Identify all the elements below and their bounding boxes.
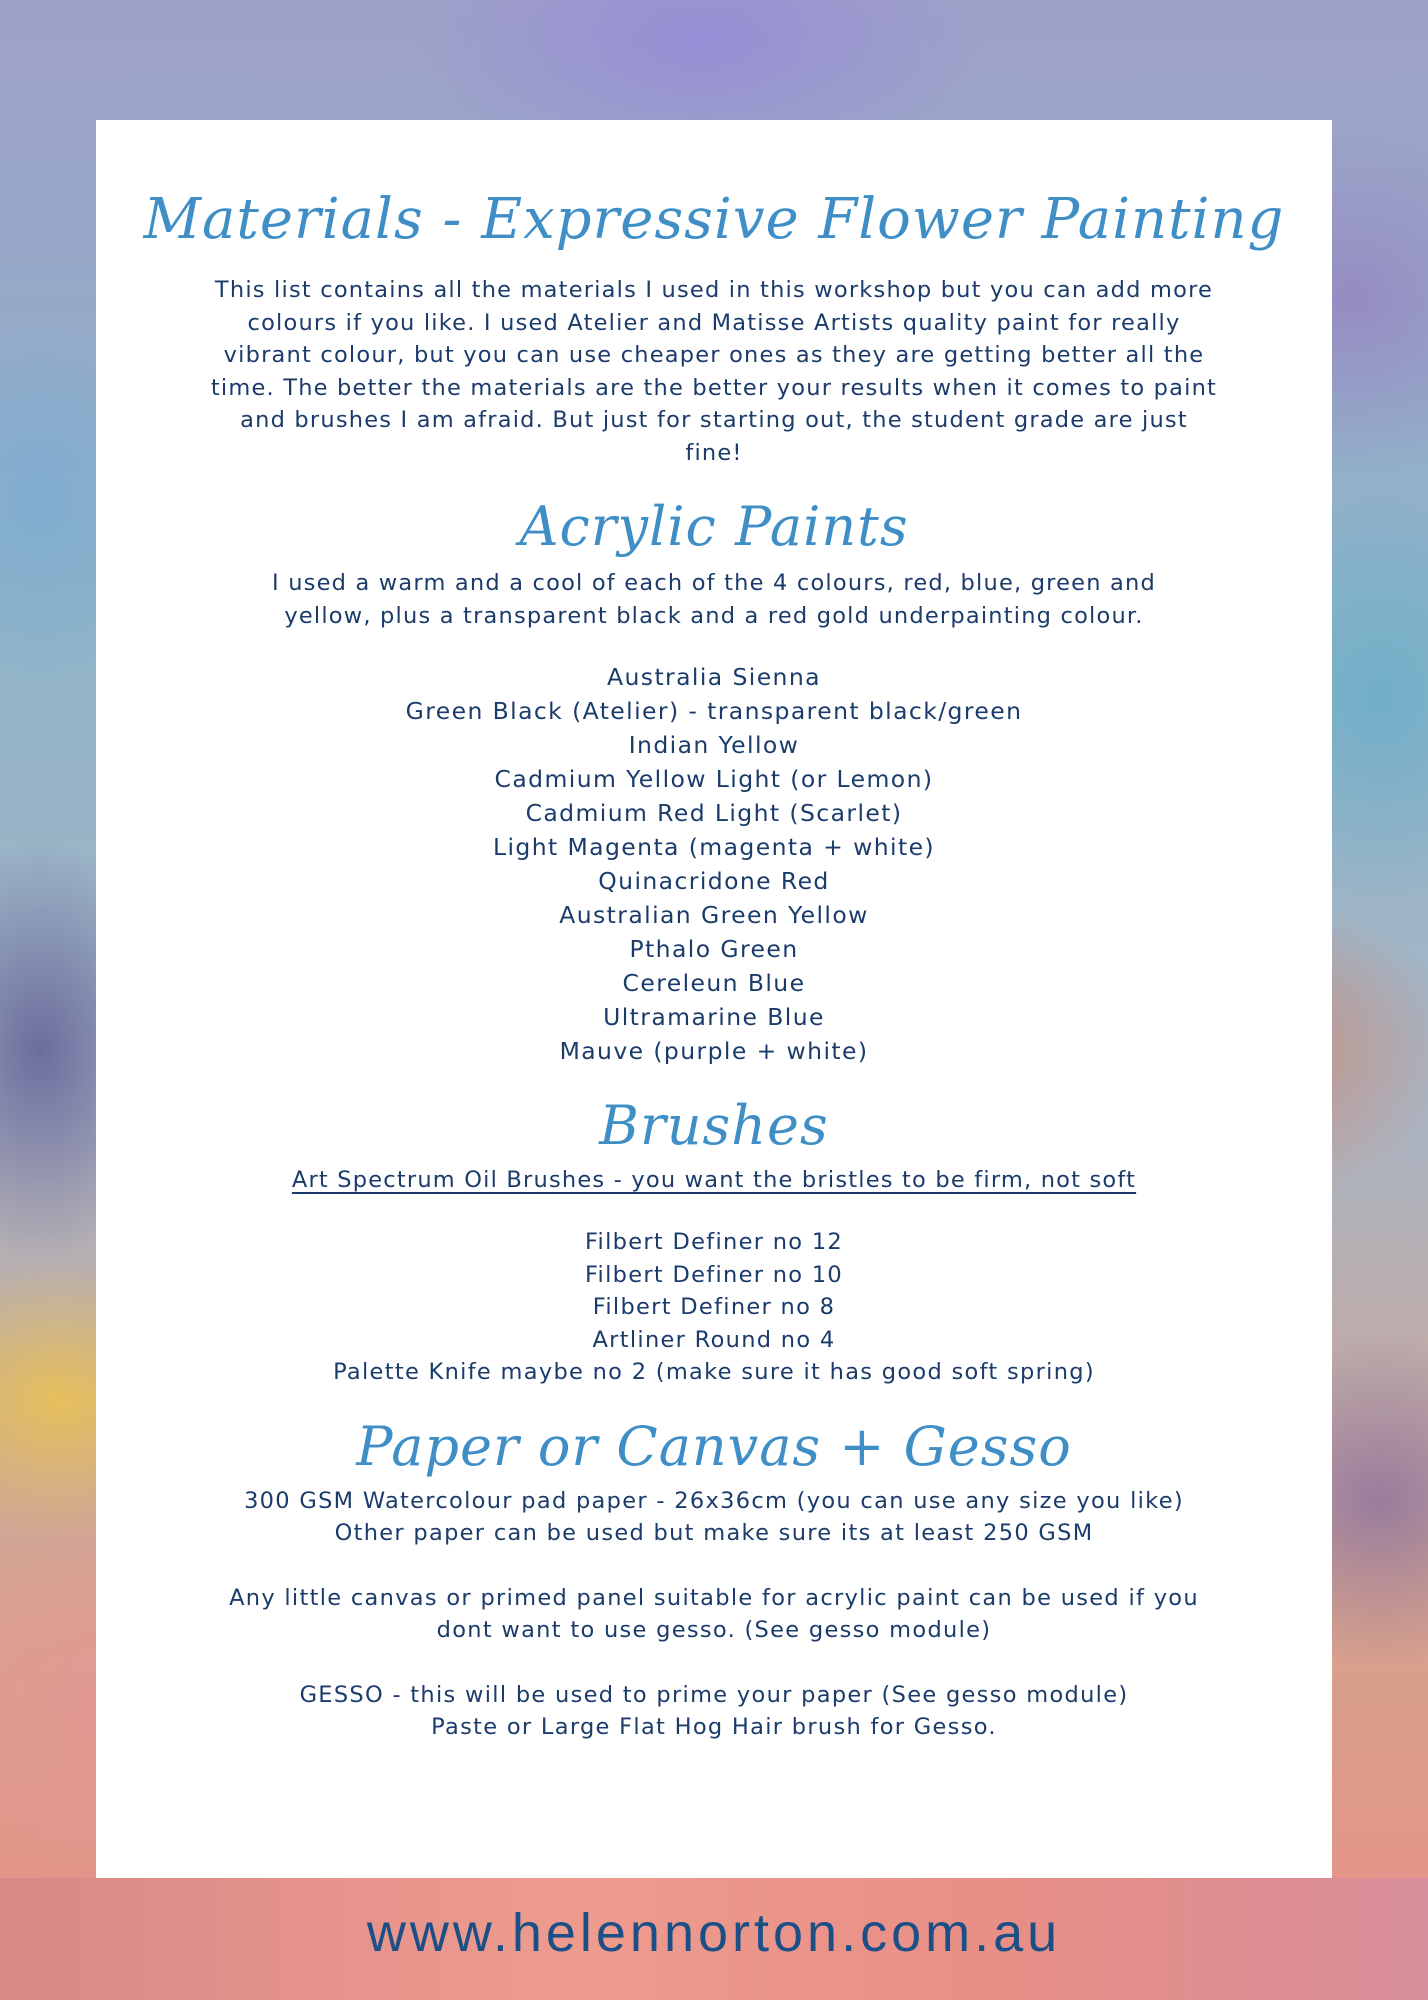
brushes-subtitle: Art Spectrum Oil Brushes - you want the bristles to be firm, not soft xyxy=(291,1167,1137,1193)
list-item: Quinacridone Red xyxy=(598,867,830,895)
acrylic-description: I used a warm and a cool of each of the 4 colours, red, blue, green and yellow, plus a transparent black and a red gold underpainting colour. xyxy=(272,570,1156,629)
intro-paragraph: This list contains all the materials I used in this workshop but you can add more colours if you like. I used Atelier and Matisse Artists quality paint for really vibrant colour, but you can use cheaper ones as they are getting better all the time. The better the materials are the better your results when it comes to paint and brushes I am afraid. But just for starting out, the student grade are just fine! xyxy=(210,277,1218,466)
list-item: Australia Sienna xyxy=(607,663,821,691)
list-item: Ultramarine Blue xyxy=(603,1003,825,1031)
paper-heading: Paper or Canvas + Gesso xyxy=(356,1414,1072,1478)
list-item: Artliner Round no 4 xyxy=(592,1326,836,1353)
paper-line: 300 GSM Watercolour pad paper - 26x36cm (you can use any size you like) xyxy=(244,1487,1184,1514)
materials-card xyxy=(96,120,1332,1878)
list-item: Cereleun Blue xyxy=(622,969,806,997)
list-item: Indian Yellow xyxy=(628,731,800,759)
page-title: Materials - Expressive Flower Painting xyxy=(143,187,1285,252)
paper-details xyxy=(96,1485,1332,1744)
acrylic-heading: Acrylic Paints xyxy=(519,495,909,558)
website-url: www.helennorton.com.au xyxy=(366,1903,1062,1963)
list-item: Cadmium Red Light (Scarlet) xyxy=(525,799,903,827)
brushes-heading: Brushes xyxy=(599,1094,829,1157)
list-item: Light Magenta (magenta + white) xyxy=(492,833,935,861)
gesso-line: GESSO - this will be used to prime your paper (See gesso module) xyxy=(299,1681,1129,1708)
list-item: Filbert Definer no 12 xyxy=(584,1229,844,1255)
gesso-brush-line: Paste or Large Flat Hog Hair brush for Gesso. xyxy=(431,1714,997,1740)
list-item: Cadmium Yellow Light (or Lemon) xyxy=(494,765,934,793)
paper-line: Other paper can be used but make sure its at least 250 GSM xyxy=(334,1520,1094,1546)
list-item: Green Black (Atelier) - transparent black/green xyxy=(405,697,1023,725)
list-item: Australian Green Yellow xyxy=(559,901,869,929)
list-item: Filbert Definer no 8 xyxy=(592,1294,836,1320)
paint-colour-list xyxy=(96,660,1332,1068)
list-item: Mauve (purple + white) xyxy=(559,1037,869,1065)
canvas-line: Any little canvas or primed panel suitable for acrylic paint can be used if you dont want to use gesso. (See gesso module) xyxy=(229,1584,1199,1643)
list-item: Filbert Definer no 10 xyxy=(584,1261,844,1288)
list-item: Palette Knife maybe no 2 (make sure it has good soft spring) xyxy=(333,1359,1095,1385)
list-item: Pthalo Green xyxy=(629,935,799,963)
brush-list xyxy=(96,1226,1332,1389)
